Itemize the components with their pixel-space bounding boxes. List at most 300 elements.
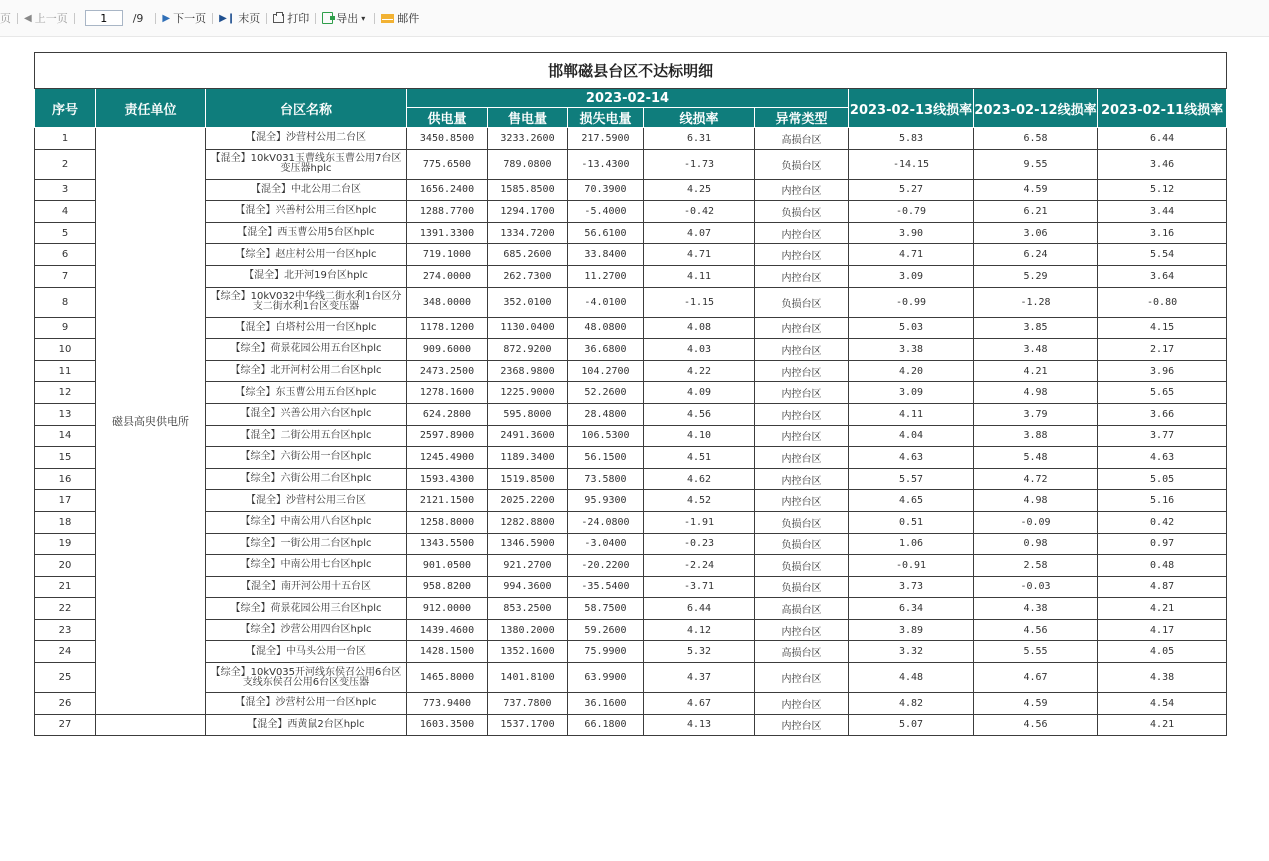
cell-loss: 59.2600 [568,619,644,641]
cell-station-name: 【混全】沙营村公用一台区hplc [206,693,407,715]
cell-sales: 1519.8500 [488,468,568,490]
cell-rate-0211: 4.54 [1098,693,1227,715]
cell-station-name: 【混全】中北公用二台区 [206,179,407,201]
cell-loss: 70.3900 [568,179,644,201]
cell-rate-0213: -0.99 [849,287,974,317]
cell-index: 15 [35,447,96,469]
prev-page-button[interactable] [24,10,68,26]
cell-rate-0212: 5.55 [974,641,1098,663]
cell-loss: 106.5300 [568,425,644,447]
cell-anomaly-type: 内控台区 [755,490,849,512]
cell-anomaly-type: 高损台区 [755,598,849,620]
cell-index: 4 [35,201,96,223]
cell-supply: 1343.5500 [407,533,488,555]
cell-station-name: 【混全】沙营村公用二台区 [206,128,407,150]
cell-loss-rate: -1.91 [644,511,755,533]
print-button[interactable] [273,10,309,26]
cell-supply: 1603.3500 [407,714,488,736]
cell-loss: 52.2600 [568,382,644,404]
cell-rate-0211: 3.77 [1098,425,1227,447]
cell-rate-0211: 4.63 [1098,447,1227,469]
table-row [35,244,1227,266]
cell-sales: 1585.8500 [488,179,568,201]
table-row [35,222,1227,244]
cell-responsible-unit [96,714,206,736]
cell-rate-0211: 6.44 [1098,128,1227,150]
col-header-loss-rate: 线损率 [644,108,755,128]
cell-rate-0213: -0.79 [849,201,974,223]
cell-supply: 624.2800 [407,403,488,425]
cell-supply: 348.0000 [407,287,488,317]
table-row [35,533,1227,555]
cell-anomaly-type: 内控台区 [755,339,849,361]
cell-rate-0211: 3.64 [1098,265,1227,287]
mail-button[interactable] [381,10,419,26]
envelope-icon [381,14,394,23]
cell-rate-0212: 3.48 [974,339,1098,361]
cell-loss: -20.2200 [568,555,644,577]
cell-station-name: 【综全】六街公用二台区hplc [206,468,407,490]
cell-station-name: 【综全】荷景花园公用三台区hplc [206,598,407,620]
cell-loss: 73.5800 [568,468,644,490]
cell-rate-0211: 2.17 [1098,339,1227,361]
cell-anomaly-type: 内控台区 [755,360,849,382]
cell-loss: -24.0800 [568,511,644,533]
cell-loss: 95.9300 [568,490,644,512]
cell-index: 27 [35,714,96,736]
cell-rate-0212: 3.06 [974,222,1098,244]
cell-station-name: 【混全】兴善村公用三台区hplc [206,201,407,223]
cell-rate-0212: 5.29 [974,265,1098,287]
skip-end-icon: ▶❙ [219,12,236,24]
next-page-label: 下一页 [173,12,207,25]
cell-loss: 58.7500 [568,598,644,620]
cell-index: 21 [35,576,96,598]
cell-rate-0212: 9.55 [974,149,1098,179]
cell-supply: 958.8200 [407,576,488,598]
cell-sales: 1189.3400 [488,447,568,469]
table-row [35,714,1227,736]
cell-loss-rate: 4.10 [644,425,755,447]
cell-station-name: 【混全】10kV031玉曹线东玉曹公用7台区变压器hplc [206,149,407,179]
cell-station-name: 【混全】北开河19台区hplc [206,265,407,287]
cell-loss: -4.0100 [568,287,644,317]
cell-station-name: 【综全】沙营公用四台区hplc [206,619,407,641]
cell-anomaly-type: 内控台区 [755,222,849,244]
prev-page-label: 上一页 [34,12,68,25]
cell-sales: 262.7300 [488,265,568,287]
cell-loss: 56.6100 [568,222,644,244]
cell-station-name: 【综全】北开河村公用二台区hplc [206,360,407,382]
cell-loss-rate: 4.52 [644,490,755,512]
cell-loss-rate: 4.08 [644,317,755,339]
cell-index: 13 [35,403,96,425]
cell-rate-0212: 4.72 [974,468,1098,490]
cell-rate-0211: 4.17 [1098,619,1227,641]
cell-station-name: 【混全】南开河公用十五台区 [206,576,407,598]
cell-anomaly-type: 负损台区 [755,555,849,577]
cell-loss: -35.5400 [568,576,644,598]
cell-anomaly-type: 内控台区 [755,468,849,490]
cell-station-name: 【综全】东玉曹公用五台区hplc [206,382,407,404]
cell-supply: 1258.8000 [407,511,488,533]
cell-supply: 909.6000 [407,339,488,361]
cell-anomaly-type: 负损台区 [755,149,849,179]
cell-index: 19 [35,533,96,555]
cell-loss-rate: -1.15 [644,287,755,317]
table-row [35,382,1227,404]
cell-loss-rate: 4.37 [644,663,755,693]
cell-rate-0211: -0.80 [1098,287,1227,317]
cell-supply: 1278.1600 [407,382,488,404]
toolbar-divider [155,13,156,24]
cell-rate-0213: 4.65 [849,490,974,512]
cell-index: 7 [35,265,96,287]
cell-sales: 1294.1700 [488,201,568,223]
cell-rate-0211: 0.42 [1098,511,1227,533]
cell-sales: 352.0100 [488,287,568,317]
table-row [35,287,1227,317]
cell-anomaly-type: 负损台区 [755,576,849,598]
printer-icon [273,14,284,23]
cell-station-name: 【综全】六街公用一台区hplc [206,447,407,469]
cell-rate-0212: 4.98 [974,382,1098,404]
cell-loss: 217.5900 [568,128,644,150]
table-row [35,511,1227,533]
cell-sales: 685.2600 [488,244,568,266]
cell-sales: 872.9200 [488,339,568,361]
cell-station-name: 【综全】中南公用七台区hplc [206,555,407,577]
report-toolbar [0,0,1269,37]
toolbar-divider [74,13,75,24]
table-row [35,576,1227,598]
cell-sales: 3233.2600 [488,128,568,150]
cell-supply: 1391.3300 [407,222,488,244]
cell-anomaly-type: 内控台区 [755,693,849,715]
cell-index: 17 [35,490,96,512]
cell-anomaly-type: 内控台区 [755,403,849,425]
cell-responsible-unit: 磁县高臾供电所 [96,128,206,715]
cell-index: 11 [35,360,96,382]
cell-loss-rate: -3.71 [644,576,755,598]
cell-rate-0212: 3.79 [974,403,1098,425]
mail-label: 邮件 [397,12,420,25]
cell-index: 24 [35,641,96,663]
cell-supply: 1288.7700 [407,201,488,223]
cell-station-name: 【综全】赵庄村公用一台区hplc [206,244,407,266]
cell-index: 20 [35,555,96,577]
cell-rate-0213: 4.20 [849,360,974,382]
col-header-index: 序号 [35,89,96,128]
cell-loss: 75.9900 [568,641,644,663]
cell-rate-0213: 3.90 [849,222,974,244]
cell-station-name: 【混全】沙营村公用三台区 [206,490,407,512]
cell-rate-0211: 3.16 [1098,222,1227,244]
cell-loss-rate: 4.51 [644,447,755,469]
cell-loss-rate: -2.24 [644,555,755,577]
cell-index: 2 [35,149,96,179]
cell-rate-0212: 4.98 [974,490,1098,512]
cell-anomaly-type: 高损台区 [755,128,849,150]
cell-rate-0211: 4.05 [1098,641,1227,663]
cell-rate-0212: 6.24 [974,244,1098,266]
cell-rate-0212: 4.56 [974,714,1098,736]
table-row [35,425,1227,447]
cell-rate-0213: 4.71 [849,244,974,266]
cell-anomaly-type: 负损台区 [755,533,849,555]
cell-loss-rate: -0.42 [644,201,755,223]
cell-supply: 912.0000 [407,598,488,620]
cell-loss-rate: 4.12 [644,619,755,641]
report-table [34,52,1227,736]
table-row [35,598,1227,620]
cell-supply: 773.9400 [407,693,488,715]
table-row [35,149,1227,179]
cell-rate-0211: 5.54 [1098,244,1227,266]
cell-index: 12 [35,382,96,404]
cell-loss-rate: 4.07 [644,222,755,244]
cell-station-name: 【综全】10kV032中华线二街水利1台区分支二街水利1台区变压器 [206,287,407,317]
cell-station-name: 【混全】西黄鼠2台区hplc [206,714,407,736]
cell-station-name: 【混全】兴善公用六台区hplc [206,403,407,425]
cell-rate-0211: 3.96 [1098,360,1227,382]
table-row [35,641,1227,663]
cell-loss-rate: -0.23 [644,533,755,555]
cell-supply: 1245.4900 [407,447,488,469]
cell-index: 6 [35,244,96,266]
cell-supply: 1428.1500 [407,641,488,663]
table-row [35,468,1227,490]
table-row [35,179,1227,201]
cell-station-name: 【综全】一街公用二台区hplc [206,533,407,555]
cell-rate-0213: 3.09 [849,382,974,404]
cell-index: 8 [35,287,96,317]
cell-rate-0211: 4.21 [1098,598,1227,620]
cell-anomaly-type: 内控台区 [755,265,849,287]
col-header-rate-0211: 2023-02-11线损率 [1098,89,1227,128]
cell-supply: 3450.8500 [407,128,488,150]
cell-loss: 28.4800 [568,403,644,425]
cell-anomaly-type: 内控台区 [755,179,849,201]
cell-loss: -3.0400 [568,533,644,555]
cell-loss-rate: 4.25 [644,179,755,201]
cell-loss-rate: 4.11 [644,265,755,287]
cell-supply: 1593.4300 [407,468,488,490]
cell-anomaly-type: 内控台区 [755,317,849,339]
cell-rate-0213: 5.83 [849,128,974,150]
cell-index: 23 [35,619,96,641]
cell-station-name: 【综全】荷景花园公用五台区hplc [206,339,407,361]
cell-loss-rate: 4.62 [644,468,755,490]
cell-loss-rate: -1.73 [644,149,755,179]
report-container [34,52,1226,736]
cell-sales: 1537.1700 [488,714,568,736]
table-row [35,619,1227,641]
cell-loss: 56.1500 [568,447,644,469]
cell-rate-0212: 3.85 [974,317,1098,339]
cell-rate-0211: 4.87 [1098,576,1227,598]
cell-rate-0213: -0.91 [849,555,974,577]
cell-rate-0212: 4.59 [974,693,1098,715]
cell-loss-rate: 4.67 [644,693,755,715]
cell-rate-0213: 5.57 [849,468,974,490]
cell-station-name: 【综全】10kV035开河线东侯召公用6台区支线东侯召公用6台区变压器 [206,663,407,693]
table-row [35,201,1227,223]
cell-rate-0213: 0.51 [849,511,974,533]
cell-index: 10 [35,339,96,361]
cell-anomaly-type: 内控台区 [755,244,849,266]
cell-sales: 1346.5900 [488,533,568,555]
cell-sales: 595.8000 [488,403,568,425]
cell-loss-rate: 4.71 [644,244,755,266]
cell-index: 9 [35,317,96,339]
toolbar-divider [17,13,18,24]
export-button[interactable] [322,10,368,26]
cell-supply: 719.1000 [407,244,488,266]
cell-rate-0211: 4.15 [1098,317,1227,339]
cell-sales: 921.2700 [488,555,568,577]
cell-rate-0213: 5.27 [849,179,974,201]
cell-supply: 1178.1200 [407,317,488,339]
cell-rate-0212: 0.98 [974,533,1098,555]
col-header-anomaly-type: 异常类型 [755,108,849,128]
table-row [35,447,1227,469]
cell-station-name: 【综全】中南公用八台区hplc [206,511,407,533]
total-pages: /9 [132,11,144,25]
report-body [35,128,1227,736]
cell-anomaly-type: 负损台区 [755,201,849,223]
print-label: 打印 [287,12,310,25]
cell-rate-0213: 3.73 [849,576,974,598]
cell-rate-0211: 5.16 [1098,490,1227,512]
cell-sales: 1334.7200 [488,222,568,244]
cell-loss: 11.2700 [568,265,644,287]
cell-rate-0212: 4.56 [974,619,1098,641]
cell-index: 25 [35,663,96,693]
cell-sales: 2025.2200 [488,490,568,512]
cell-rate-0211: 4.38 [1098,663,1227,693]
table-row [35,339,1227,361]
cell-supply: 1439.4600 [407,619,488,641]
cell-rate-0211: 0.97 [1098,533,1227,555]
next-page-button[interactable] [162,10,206,26]
cell-index: 16 [35,468,96,490]
cell-supply: 2473.2500 [407,360,488,382]
table-row [35,128,1227,150]
last-page-button[interactable] [219,10,260,26]
cell-station-name: 【混全】西玉曹公用5台区hplc [206,222,407,244]
cell-sales: 994.3600 [488,576,568,598]
last-page-label: 末页 [238,12,261,25]
col-header-date-group: 2023-02-14 [407,89,849,108]
cell-anomaly-type: 高损台区 [755,641,849,663]
cell-anomaly-type: 内控台区 [755,382,849,404]
cell-loss-rate: 6.44 [644,598,755,620]
cell-index: 18 [35,511,96,533]
cell-rate-0211: 3.66 [1098,403,1227,425]
cell-index: 22 [35,598,96,620]
col-header-station-name: 台区名称 [206,89,407,128]
cell-loss-rate: 4.13 [644,714,755,736]
cell-sales: 1225.9000 [488,382,568,404]
cell-rate-0213: 3.32 [849,641,974,663]
cell-loss-rate: 4.22 [644,360,755,382]
toolbar-divider [315,13,316,24]
table-row [35,663,1227,693]
cell-rate-0213: 6.34 [849,598,974,620]
cell-rate-0212: 2.58 [974,555,1098,577]
cell-index: 5 [35,222,96,244]
cell-loss: 48.0800 [568,317,644,339]
triangle-left-icon: ◀ [24,12,32,24]
cell-rate-0211: 5.05 [1098,468,1227,490]
cell-rate-0212: -1.28 [974,287,1098,317]
cell-rate-0212: 6.21 [974,201,1098,223]
cell-rate-0212: 4.67 [974,663,1098,693]
cell-station-name: 【混全】二街公用五台区hplc [206,425,407,447]
cell-sales: 853.2500 [488,598,568,620]
cell-loss: 33.8400 [568,244,644,266]
cell-rate-0213: 4.82 [849,693,974,715]
cell-sales: 1380.2000 [488,619,568,641]
table-row [35,360,1227,382]
cell-station-name: 【混全】白塔村公用一台区hplc [206,317,407,339]
cell-rate-0212: -0.03 [974,576,1098,598]
cell-rate-0213: 3.09 [849,265,974,287]
cell-rate-0211: 3.44 [1098,201,1227,223]
cell-loss-rate: 4.56 [644,403,755,425]
cell-loss-rate: 4.03 [644,339,755,361]
table-row [35,555,1227,577]
cell-anomaly-type: 负损台区 [755,287,849,317]
cell-index: 3 [35,179,96,201]
cell-supply: 2597.8900 [407,425,488,447]
triangle-right-icon: ▶ [162,12,171,24]
cell-loss: 63.9900 [568,663,644,693]
cell-supply: 901.0500 [407,555,488,577]
cell-sales: 2368.9800 [488,360,568,382]
col-header-supply: 供电量 [407,108,488,128]
cell-sales: 1130.0400 [488,317,568,339]
cell-supply: 1465.8000 [407,663,488,693]
cell-rate-0212: 4.38 [974,598,1098,620]
col-header-sales: 售电量 [488,108,568,128]
first-page-button[interactable] [0,10,11,26]
cell-station-name: 【混全】中马头公用一台区 [206,641,407,663]
cell-sales: 737.7800 [488,693,568,715]
cell-rate-0213: 5.07 [849,714,974,736]
toolbar-divider [374,13,375,24]
cell-loss: -5.4000 [568,201,644,223]
cell-rate-0213: 5.03 [849,317,974,339]
cell-loss-rate: 5.32 [644,641,755,663]
cell-loss-rate: 4.09 [644,382,755,404]
cell-anomaly-type: 内控台区 [755,425,849,447]
cell-rate-0211: 5.12 [1098,179,1227,201]
cell-sales: 1401.8100 [488,663,568,693]
cell-anomaly-type: 内控台区 [755,619,849,641]
report-title: 邯郸磁县台区不达标明细 [35,53,1227,89]
cell-rate-0212: 4.59 [974,179,1098,201]
page-number-input[interactable] [85,10,123,26]
cell-rate-0213: 4.63 [849,447,974,469]
export-label: 导出 [336,12,359,25]
cell-anomaly-type: 负损台区 [755,511,849,533]
cell-loss: 104.2700 [568,360,644,382]
cell-rate-0213: 1.06 [849,533,974,555]
cell-rate-0213: 3.89 [849,619,974,641]
cell-supply: 775.6500 [407,149,488,179]
